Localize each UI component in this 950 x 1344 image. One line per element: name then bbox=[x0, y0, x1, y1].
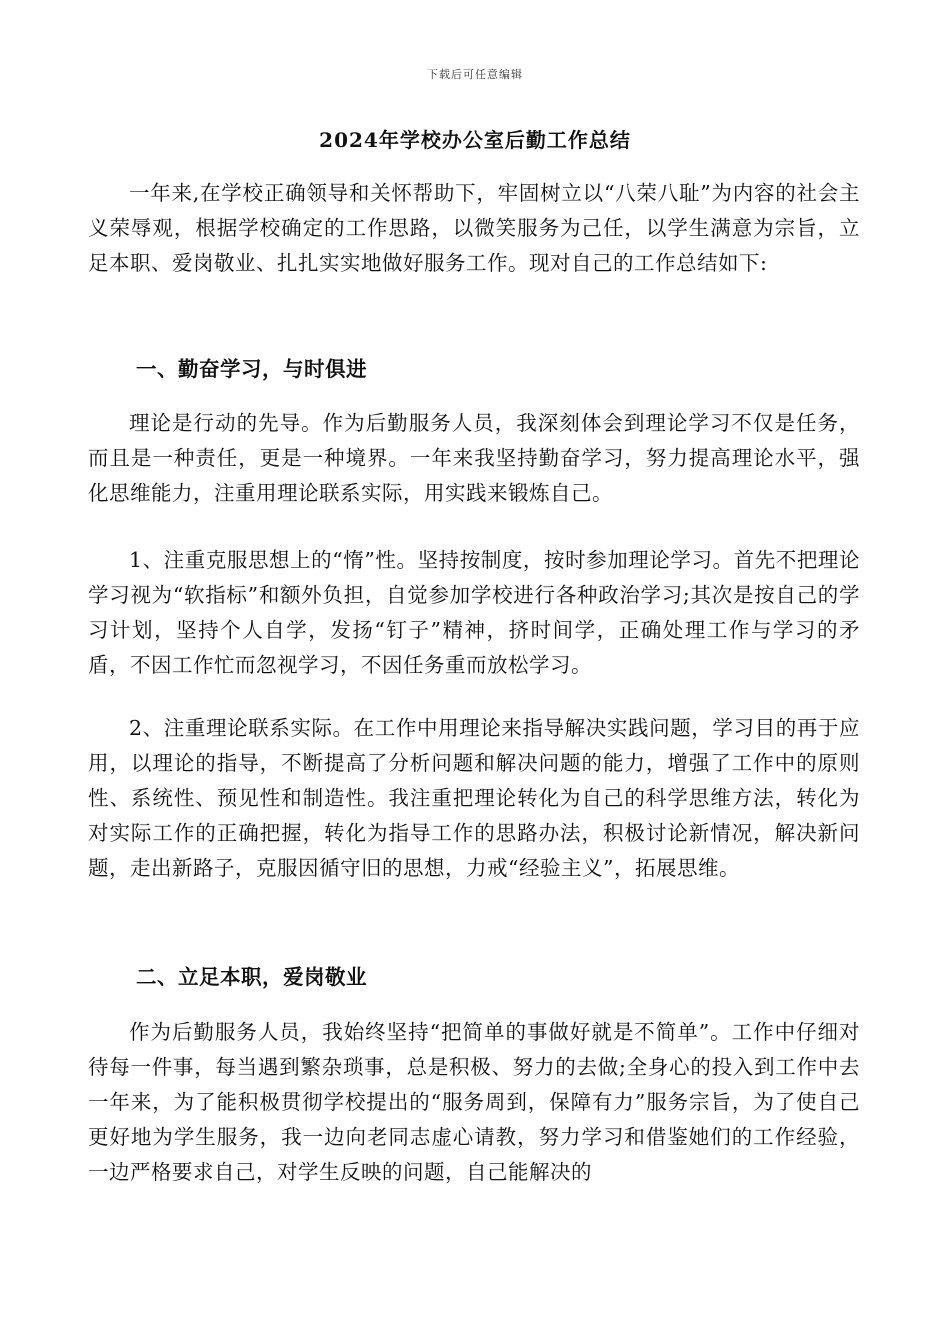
section2-heading: 二、立足本职，爱岗敬业 bbox=[136, 965, 367, 989]
section1-paragraph-3: 2、注重理论联系实际。在工作中用理论来指导解决实践问题，学习目的再于应用，以理论的指导，不断提高了分析问题和解决问题的能力，增强了工作中的原则性、系统性、预见性和制造性。我注重把理论转化为自己的科学思维方法，转化为对实际工作的正确把握，转化为指导工作的思路办法，积极讨论新情况，解决新问题，走出新路子，克服因循守旧的思想，力戒“经验主义”，拓展思维。 bbox=[88, 716, 860, 880]
header-note: 下载后可任意编辑 bbox=[427, 68, 523, 81]
section2-paragraph-1: 作为后勤服务人员，我始终坚持“把简单的事做好就是不简单”。工作中仔细对待每一件事，每当遇到繁杂琐事，总是积极、努力的去做;全身心的投入到工作中去一年来，为了能积极贯彻学校提出的“服务周到，保障有力”服务宗旨，为了使自己更好地为学生服务，我一边向老同志虚心请教，努力学习和借鉴她们的工作经验，一边严格要求自己，对学生反映的问题，自己能解决的 bbox=[88, 1020, 860, 1184]
section1-heading: 一、勤奋学习，与时俱进 bbox=[136, 357, 367, 381]
section1-paragraph-1: 理论是行动的先导。作为后勤服务人员，我深刻体会到理论学习不仅是任务，而且是一种责任，更是一种境界。一年来我坚持勤奋学习，努力提高理论水平，强化思维能力，注重用理论联系实际，用实践来锻炼自己。 bbox=[88, 411, 860, 505]
section1-paragraph-2: 1、注重克服思想上的“惰”性。坚持按制度，按时参加理论学习。首先不把理论学习视为“软指标”和额外负担，自觉参加学校进行各种政治学习;其次是按自己的学习计划，坚持个人自学，发扬“钉子”精神，挤时间学，正确处理工作与学习的矛盾，不因工作忙而忽视学习，不因任务重而放松学习。 bbox=[88, 548, 860, 677]
document-title: 2024年学校办公室后勤工作总结 bbox=[319, 128, 631, 152]
intro-paragraph: 一年来,在学校正确领导和关怀帮助下，牢固树立以“八荣八耻”为内容的社会主义荣辱观，根据学校确定的工作思路，以微笑服务为己任，以学生满意为宗旨，立足本职、爱岗敬业、扎扎实实地做好服务工作。现对自己的工作总结如下: bbox=[88, 181, 860, 275]
